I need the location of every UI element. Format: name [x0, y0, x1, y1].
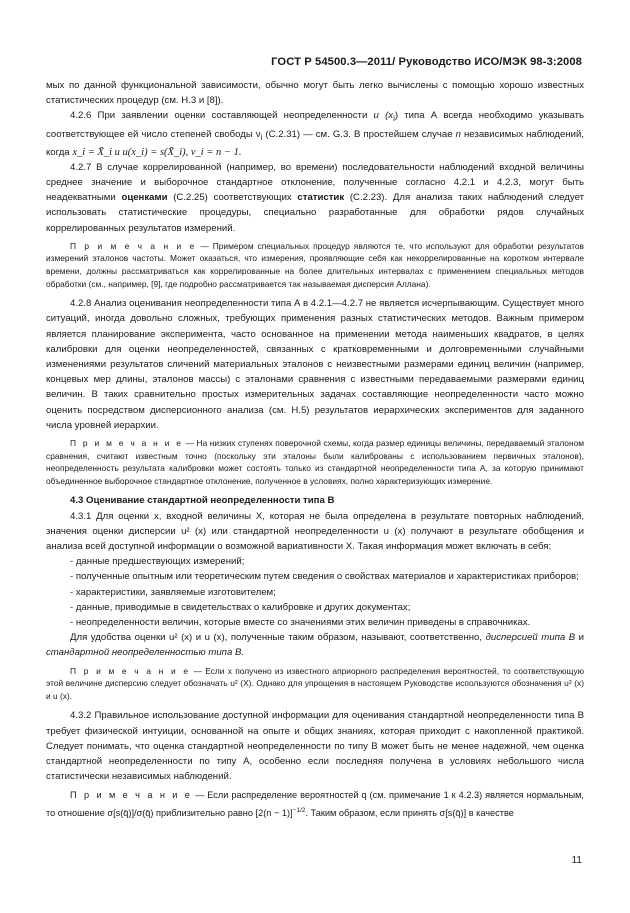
list-item: - данные, приводимые в свидетельствах о калибровке и других документах;: [70, 601, 411, 613]
section-heading-4-3: 4.3 Оценивание стандартной неопределенности типа В: [70, 495, 335, 507]
paragraph-4-2-8: 4.2.8 Анализ оценивания неопределенности типа А в 4.2.1—4.2.7 не является исчерпывающим. Существует много ситуаций, иногда довольно сложных, требующих применения разных статистических методов. Важным примером является планирование эксперимента, часто основанное на применении метода наименьших квадратов, в целях калибровки для оценки неопределенностей, связанных с кратковременными и долговременными случайными изменениями результатов сличений материальных эталонов с неизвестными размерами единиц величин (например, концевых мер длины, эталонов массы) с эталонами сравнения с известными передаваемыми размерами единиц величин. В таких сравнительно простых измерительных задачах составляющие неопределенности часто можно оценить посредством дисперсионного анализа (см. Н.5) результатов иерархических экспериментов для заданного числа уровней иерархии.: [46, 298, 584, 431]
document-header: ГОСТ Р 54500.3—2011/ Руководство ИСО/МЭК 98-3:2008: [271, 56, 582, 68]
note-allan-variance: П р и м е ч а н и е — Примером специальных процедур являются те, что используют для обработки результатов измерений эталонов частоты. Может оказаться, что измерения, проявляющие себя как некоррелированные на коротком интервале времени, должны рассматриваться как коррелированные на более длительных интервалах с применением специальных методов обработки (см., например, [9], где подробно рассматривается так называемая дисперсия Аллана).: [46, 240, 584, 289]
paragraph-4-2-7: 4.2.7 В случае коррелированной (например, во времени) последовательности наблюдений входной величины среднее значение и выборочное стандартное отклонение, полученные согласно 4.2.1 и 4.2.3, могут быть неадекватными оценками (С.2.25) соответствующих статистик (С.2.23). Для анализа таких наблюдений следует использовать статистические процедуры, специально разработанные для обработки рядов случайных коррелированных результатов измерений.: [46, 161, 585, 234]
document-body: [46, 78, 584, 828]
paragraph-4-3-2: 4.3.2 Правильное использование доступной информации для оценивания стандартной неопределенности типа В требует физической интуиции, основанной на опыте и общих знаниях, которая приходит с накопленной практикой. Следует понимать, что оценка стандартной неопределенности по типу В может быть не менее надежной, чем оценка стандартной неопределенности по типу А, особенно если последняя получена в условиях небольшого числа статистически независимых наблюдений.: [46, 710, 584, 783]
paragraph-4-2-6: 4.2.6 При заявлении оценки составляющей неопределенности u $(x_i)$ типа А всегда необходимо указывать соответствующее ей число степеней свободы $\nu_i$ (С.2.31) — см. G.3. В простейшем случае n независимых наблюдений, когда x_i = X̄_i и u(x_i) = s(X̄_i), ν_i = n − 1.: [46, 110, 584, 158]
page-number: 11: [571, 855, 582, 866]
paragraph-continuation: мых по данной функциональной зависимости, обычно могут быть легко вычислены с помощью хорошо известных статистических процедур (см. Н.3 и [8]).: [46, 80, 584, 107]
note-calibration: П р и м е ч а н и е — На низких ступенях поверочной схемы, когда размер единицы величины, передаваемый эталоном сравнения, считают известным точно (поскольку эти эталоны были калиброваны с использованием первичных эталонов), неопределенность результата калибровки может состоять только из стандартной неопределенности типа А, за которую принимают объединенное выборочное стандартное отклонение, полученное в условиях, полно характеризующих измерение.: [46, 438, 584, 486]
list-item: - неопределенности величин, которые вместе со значениями этих величин приведены в справочниках.: [70, 617, 531, 629]
formula-dof: x_i = X̄_i и u(x_i) = s(X̄_i), ν_i = n − 1.: [72, 146, 242, 158]
list-item: - данные предшествующих измерений;: [70, 556, 245, 568]
paragraph-4-3-1: 4.3.1 Для оценки x, входной величины X, которая не была определена в результате повторных наблюдений, значения оценки дисперсии u² (x) или стандартной неопределенности u (x) получают в результате обобщения и анализа всей доступной информации о возможной вариативности X. Такая информация может включать в себя:: [46, 510, 584, 553]
note-apriori: П р и м е ч а н и е — Если x получено из известного априорного распределения вероятностей, то соответствующую этой величине дисперсию следует обозначать u² (X). Однако для упрощения в настоящем Руководстве используются обозначения u² (x) и u (x).: [46, 665, 584, 701]
paragraph-type-b-definition: Для удобства оценки u² (x) и u (x), полученные таким образом, называют, соответственно, дисперсией типа В и стандартной неопределенностью типа В.: [46, 632, 584, 659]
list-item: - характеристики, заявляемые изготовителем;: [70, 586, 276, 598]
list-item: - полученные опытным или теоретическим путем сведения о свойствах материалов и характеристиках приборов;: [70, 571, 579, 583]
note-normal-distribution: П р и м е ч а н и е — Если распределение вероятностей q (см. примечание 1 к 4.2.3) является нормальным, то отношение σ[s(q̄)]/σ(q̄) приблизительно равно $[2(n - 1)]^{-1/2}$. Таким образом, если принять σ[s(q̄)] в качестве: [46, 790, 584, 819]
